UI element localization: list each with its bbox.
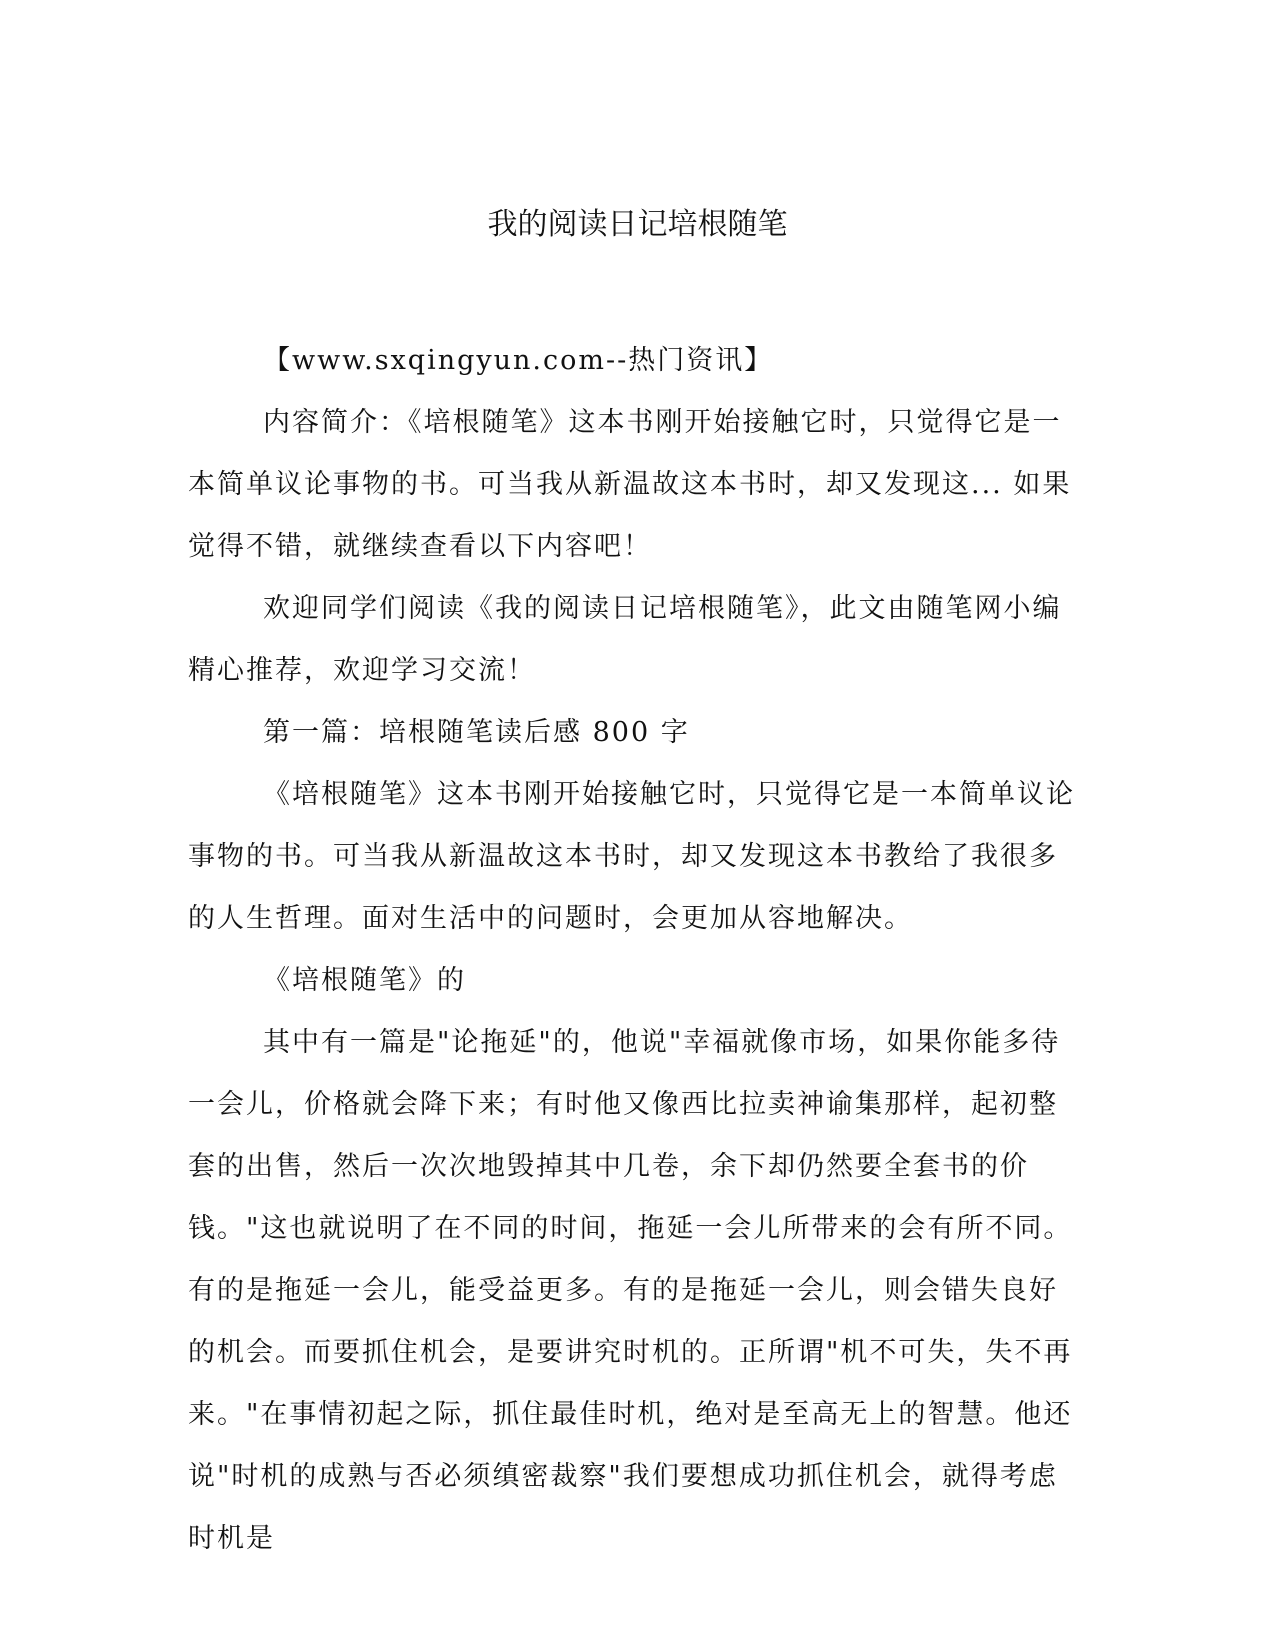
body-paragraph: 其中有一篇是"论拖延"的，他说"幸福就像市场，如果你能多待一会儿，价格就会降下来；有时他又像西比拉卖神谕集那样，起初整套的出售，然后一次次地毁掉其中几卷，余下却仍然要全套书的价钱。"这也就说明了在不同的时间，拖延一会儿所带来的会有所不同。有的是拖延一会儿，能受益更多。有的是拖延一会儿，则会错失良好的机会。而要抓住机会，是要讲究时机的。正所谓"机不可失，失不再来。"在事情初起之际，抓住最佳时机，绝对是至高无上的智慧。他还说"时机的成熟与否必须缜密裁察"我们要想成功抓住机会，就得考虑时机是 <box>188 1027 1073 1554</box>
welcome-paragraph: 欢迎同学们阅读《我的阅读日记培根随笔》，此文由随笔网小编精心推荐，欢迎学习交流！ <box>188 593 1062 686</box>
section-heading: 第一篇：培根随笔读后感 800 字 <box>263 717 690 748</box>
body-paragraph: 《培根随笔》的 <box>263 965 466 996</box>
summary-paragraph: 内容简介：《培根随笔》这本书刚开始接触它时，只觉得它是一本简单议论事物的书。可当我从新温故这本书时，却又发现这... 如果觉得不错，就继续查看以下内容吧！ <box>188 407 1072 562</box>
document-body <box>188 330 1083 1570</box>
document-title: 我的阅读日记培根随笔 <box>487 207 788 242</box>
source-line: 【www.sxqingyun.com--热门资讯】 <box>263 345 774 376</box>
body-paragraph: 《培根随笔》这本书刚开始接触它时，只觉得它是一本简单议论事物的书。可当我从新温故这本书时，却又发现这本书教给了我很多的人生哲理。面对生活中的问题时，会更加从容地解决。 <box>188 779 1075 934</box>
